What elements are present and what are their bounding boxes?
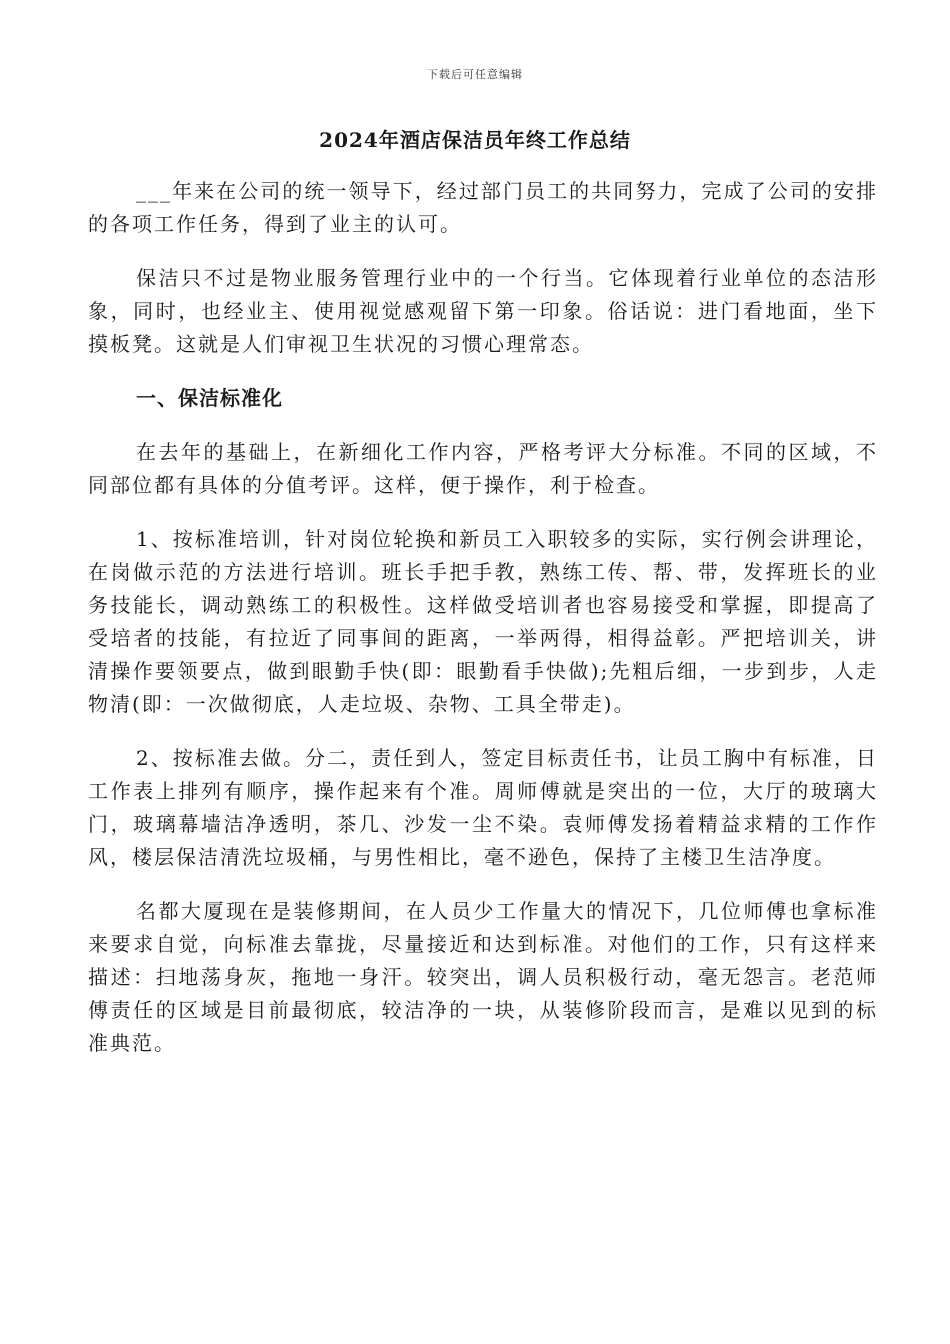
- paragraph: ___年来在公司的统一领导下，经过部门员工的共同努力，完成了公司的安排的各项工作任务，得到了业主的认可。: [88, 179, 878, 236]
- paragraph: 2、按标准去做。分二，责任到人，签定目标责任书，让员工胸中有标准，日工作表上排列有顺序，操作起来有个准。周师傅就是突出的一位，大厅的玻璃大门，玻璃幕墙洁净透明，茶几、沙发一尘不染。袁师傅发扬着精益求精的工作作风，楼层保洁清洗垃圾桶，与男性相比，毫不逊色，保持了主楼卫生洁净度。: [88, 746, 878, 869]
- paragraph: 1、按标准培训，针对岗位轮换和新员工入职较多的实际，实行例会讲理论，在岗做示范的方法进行培训。班长手把手教，熟练工传、帮、带，发挥班长的业务技能长，调动熟练工的积极性。这样做受培训者也容易接受和掌握，即提高了受培者的技能，有拉近了同事间的距离，一举两得，相得益彰。严把培训关，讲清操作要领要点，做到眼勤手快(即：眼勤看手快做);先粗后细，一步到步，人走物清(即：一次做彻底，人走垃圾、杂物、工具全带走)。: [88, 527, 878, 716]
- document-body: [88, 175, 878, 1081]
- paragraph: 在去年的基础上，在新细化工作内容，严格考评大分标准。不同的区域，不同部位都有具体的分值考评。这样，便于操作，利于检查。: [88, 440, 878, 497]
- document-title: 2024年酒店保洁员年终工作总结: [319, 128, 631, 152]
- section-heading: 一、保洁标准化: [136, 386, 283, 410]
- paragraph: 名都大厦现在是装修期间，在人员少工作量大的情况下，几位师傅也拿标准来要求自觉，向标准去靠拢，尽量接近和达到标准。对他们的工作，只有这样来描述：扫地荡身灰，拖地一身汗。较突出，调人员积极行动，毫无怨言。老范师傅责任的区域是目前最彻底，较洁净的一块，从装修阶段而言，是难以见到的标准典范。: [88, 899, 878, 1055]
- header-note: 下载后可任意编辑: [427, 68, 523, 81]
- paragraph: 保洁只不过是物业服务管理行业中的一个行当。它体现着行业单位的态洁形象，同时，也经业主、使用视觉感观留下第一印象。俗话说：进门看地面，坐下摸板凳。这就是人们审视卫生状况的习惯心理常态。: [88, 266, 878, 356]
